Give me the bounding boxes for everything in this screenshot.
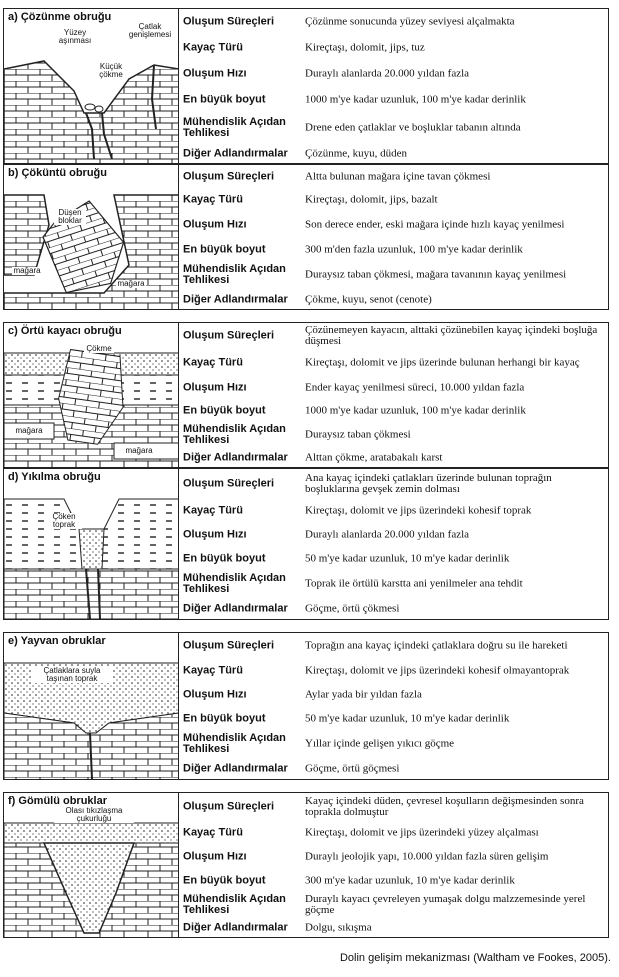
row-key: Oluşum Süreçleri — [183, 170, 275, 183]
panel-d-row — [179, 499, 608, 523]
panel-e-row — [179, 707, 608, 731]
panel-e-title: e) Yayvan obruklar — [8, 635, 106, 647]
row-key: Oluşum Süreçleri — [183, 15, 275, 28]
panel-a-figure — [4, 9, 179, 163]
panel-b-row — [179, 165, 608, 189]
row-key: Oluşum Hızı — [183, 67, 247, 80]
row-value: Kayaç içindeki düden, çevresel koşulların değişmesinden sonra toprakla dolmuştur — [305, 795, 584, 818]
row-value: Çözünme, kuyu, düden — [305, 147, 408, 160]
panel-b-title: b) Çöküntü obruğu — [8, 167, 107, 179]
panel-f-row — [179, 869, 608, 893]
row-key: Diğer Adlandırmalar — [183, 602, 288, 615]
row-value: 300 m'den fazla uzunluk, 100 m'ye kadar derinlik — [305, 243, 523, 256]
panel-c-row — [179, 377, 608, 399]
row-value: 1000 m'ye kadar uzunluk, 100 m'ye kadar derinlik — [305, 404, 526, 417]
row-key: En büyük boyut — [183, 404, 266, 417]
row-value: Duraysız taban çökmesi, mağara tavanının kayaç yenilmesi — [305, 268, 567, 281]
row-key: Diğer Adlandırmalar — [183, 451, 288, 464]
row-key: Kayaç Türü — [183, 826, 243, 839]
subsidence-doline-diagram — [4, 633, 179, 779]
panel-f-row — [179, 821, 608, 845]
panel-c-figure — [4, 323, 179, 467]
panel-e-row — [179, 757, 608, 781]
row-key: En büyük boyut — [183, 874, 266, 887]
panel-c-row — [179, 423, 608, 447]
row-key: Oluşum Hızı — [183, 850, 247, 863]
panel-c-row — [179, 349, 608, 377]
panel-b-row — [179, 261, 608, 289]
row-key: Oluşum Süreçleri — [183, 639, 275, 652]
row-key: Mühendislik Açıdan Tehlikesi — [183, 263, 286, 286]
panel-d-row — [179, 547, 608, 571]
panel-c-title: c) Örtü kayacı obruğu — [8, 325, 122, 337]
row-key: Oluşum Süreçleri — [183, 800, 275, 813]
panel-a-row — [179, 35, 608, 61]
row-key: Mühendislik Açıdan Tehlikesi — [183, 116, 286, 139]
row-value: Ender kayaç yenilmesi süreci, 10.000 yıldan fazla — [305, 381, 525, 394]
panel-b-figure — [4, 165, 179, 309]
row-value: 1000 m'ye kadar uzunluk, 100 m'ye kadar derinlik — [305, 93, 526, 106]
compaction-depression-label: Olası tıkızlaşma çukurluğu — [54, 807, 134, 823]
row-key: Diğer Adlandırmalar — [183, 147, 288, 160]
row-key: En büyük boyut — [183, 93, 266, 106]
row-key: Diğer Adlandırmalar — [183, 293, 288, 306]
row-value: Kireçtaşı, dolomit ve jips üzerinde bulunan herhangi bir kayaç — [305, 356, 580, 369]
panel-f-figure — [4, 793, 179, 937]
panel-f-row — [179, 845, 608, 869]
row-value: Altta bulunan mağara içine tavan çökmesi — [305, 170, 491, 183]
panel-e — [3, 632, 609, 780]
panel-a-row — [179, 143, 608, 165]
panel-a — [3, 8, 609, 164]
row-value: Duraylı kayacı çevreleyen yumaşak dolgu malzzemesinde yerel göçme — [305, 893, 586, 916]
row-key: En büyük boyut — [183, 552, 266, 565]
panel-b-row — [179, 189, 608, 211]
panel-e-row — [179, 683, 608, 707]
panel-b-row — [179, 289, 608, 311]
row-value: Drene eden çatlaklar ve boşluklar tabanın altında — [305, 121, 521, 134]
row-value: 50 m'ye kadar uzunluk, 10 m'ye kadar derinlik — [305, 552, 510, 565]
row-value: Göçme, örtü çökmesi — [305, 602, 400, 615]
row-value: Kireçtaşı, dolomit, jips, bazalt — [305, 193, 438, 206]
panel-f-row — [179, 793, 608, 821]
row-value: Çökme, kuyu, senot (cenote) — [305, 293, 432, 306]
panel-b-row — [179, 239, 608, 261]
row-key: Kayaç Türü — [183, 193, 243, 206]
row-value: Çözünme sonucunda yüzey seviyesi alçalmakta — [305, 15, 515, 28]
cave-label-left: mağara — [15, 426, 43, 435]
panel-e-row — [179, 731, 608, 757]
row-value: Toprağın ana kayaç içindeki çatlaklara doğru su ile hareketi — [305, 639, 568, 652]
row-key: Diğer Adlandırmalar — [183, 762, 288, 775]
row-key: En büyük boyut — [183, 243, 266, 256]
row-value: Kireçtaşı, dolomit ve jips üzerindeki kohesif toprak — [305, 504, 532, 517]
panel-a-row — [179, 61, 608, 87]
row-key: Oluşum Süreçleri — [183, 329, 275, 342]
cave-label-left: mağara — [13, 266, 41, 275]
panel-c-row — [179, 447, 608, 469]
panel-b — [3, 164, 609, 310]
row-value: Aylar yada bir yıldan fazla — [305, 688, 422, 701]
panel-e-figure — [4, 633, 179, 779]
panel-d-title: d) Yıkılma obruğu — [8, 471, 101, 483]
row-key: Mühendislik Açıdan Tehlikesi — [183, 893, 286, 916]
row-key: Oluşum Hızı — [183, 381, 247, 394]
panel-a-row — [179, 9, 608, 35]
row-value: Kireçtaşı, dolomit, jips, tuz — [305, 41, 425, 54]
panel-c-row — [179, 323, 608, 349]
row-key: Diğer Adlandırmalar — [183, 921, 288, 934]
row-value: Çözünemeyen kayacın, alttaki çözünebilen kayaç içindeki boşluğa düşmesi — [305, 324, 598, 347]
panel-d-row — [179, 469, 608, 499]
row-key: Oluşum Hızı — [183, 688, 247, 701]
panel-c — [3, 322, 609, 468]
row-value: Duraylı alanlarda 20.000 yıldan fazla — [305, 67, 470, 80]
row-value: 300 m'ye kadar uzunluk, 10 m'ye kadar derinlik — [305, 874, 515, 887]
row-key: En büyük boyut — [183, 712, 266, 725]
panel-c-row — [179, 399, 608, 423]
row-value: Duraylı jeolojik yapı, 10.000 yıldan fazla süren gelişim — [305, 850, 549, 863]
panel-d — [3, 468, 609, 620]
panel-b-row — [179, 211, 608, 239]
fallen-blocks-label: Düşen bloklar — [54, 209, 86, 225]
row-key: Kayaç Türü — [183, 41, 243, 54]
panel-a-row — [179, 87, 608, 113]
row-value: Kireçtaşı, dolomit ve jips üzerindeki yüzey alçalması — [305, 826, 539, 839]
fissure-widening-label: Çatlak genişlemesi — [124, 23, 176, 39]
row-key: Mühendislik Açıdan Tehlikesi — [183, 572, 286, 595]
panel-f-row — [179, 893, 608, 917]
row-value: Göçme, örtü göçmesi — [305, 762, 400, 775]
panel-e-row — [179, 633, 608, 659]
row-value: Alttan çökme, aratabakalı karst — [305, 451, 443, 464]
row-value: Son derece ender, eski mağara içinde hızlı kayaç yenilmesi — [305, 218, 565, 231]
row-value: 50 m'ye kadar uzunluk, 10 m'ye kadar derinlik — [305, 712, 510, 725]
cave-label-right: mağara — [125, 446, 153, 455]
panel-f — [3, 792, 609, 938]
cave-label-right: mağara — [117, 279, 145, 288]
washed-soil-label: Çatlaklara suyla taşınan toprak — [32, 667, 112, 683]
collapsed-soil-label: Çöken toprak — [46, 513, 82, 529]
row-value: Toprak ile örtülü karstta ani yenilmeler ana tehdit — [305, 577, 523, 590]
suffosion-doline-diagram — [4, 469, 179, 619]
panel-d-row — [179, 571, 608, 597]
surface-lowering-label: Yüzey aşınması — [54, 29, 96, 45]
panel-d-figure — [4, 469, 179, 619]
collapse-doline-diagram — [4, 165, 179, 309]
row-value: Kireçtaşı, dolomit ve jips üzerindeki kohesif olmayantoprak — [305, 664, 570, 677]
row-key: Oluşum Hızı — [183, 528, 247, 541]
row-key: Kayaç Türü — [183, 356, 243, 369]
row-value: Duraysız taban çökmesi — [305, 428, 411, 441]
panel-d-row — [179, 597, 608, 621]
row-value: Dolgu, sıkışma — [305, 921, 372, 934]
panel-e-row — [179, 659, 608, 683]
row-key: Mühendislik Açıdan Tehlikesi — [183, 732, 286, 755]
row-key: Kayaç Türü — [183, 664, 243, 677]
collapse-label: Çökme — [84, 345, 114, 353]
panel-f-title: f) Gömülü obruklar — [8, 795, 107, 807]
row-key: Mühendislik Açıdan Tehlikesi — [183, 423, 286, 446]
row-key: Oluşum Hızı — [183, 218, 247, 231]
row-value: Ana kayaç içindeki çatlakları üzerinde bulunan toprağın boşluklarına gevşek zemin dolması — [305, 472, 552, 495]
row-value: Duraylı alanlarda 20.000 yıldan fazla — [305, 528, 470, 541]
row-key: Oluşum Süreçleri — [183, 477, 275, 490]
figure-caption: Dolin gelişim mekanizması (Waltham ve Fookes, 2005). — [339, 952, 611, 964]
panel-a-row — [179, 113, 608, 143]
panel-f-row — [179, 917, 608, 939]
row-key: Kayaç Türü — [183, 504, 243, 517]
small-collapse-label: Küçük çökme — [96, 63, 126, 79]
row-value: Yıllar içinde gelişen yıkıcı göçme — [305, 737, 455, 750]
panel-d-row — [179, 523, 608, 547]
panel-a-title: a) Çözünme obruğu — [8, 11, 112, 23]
